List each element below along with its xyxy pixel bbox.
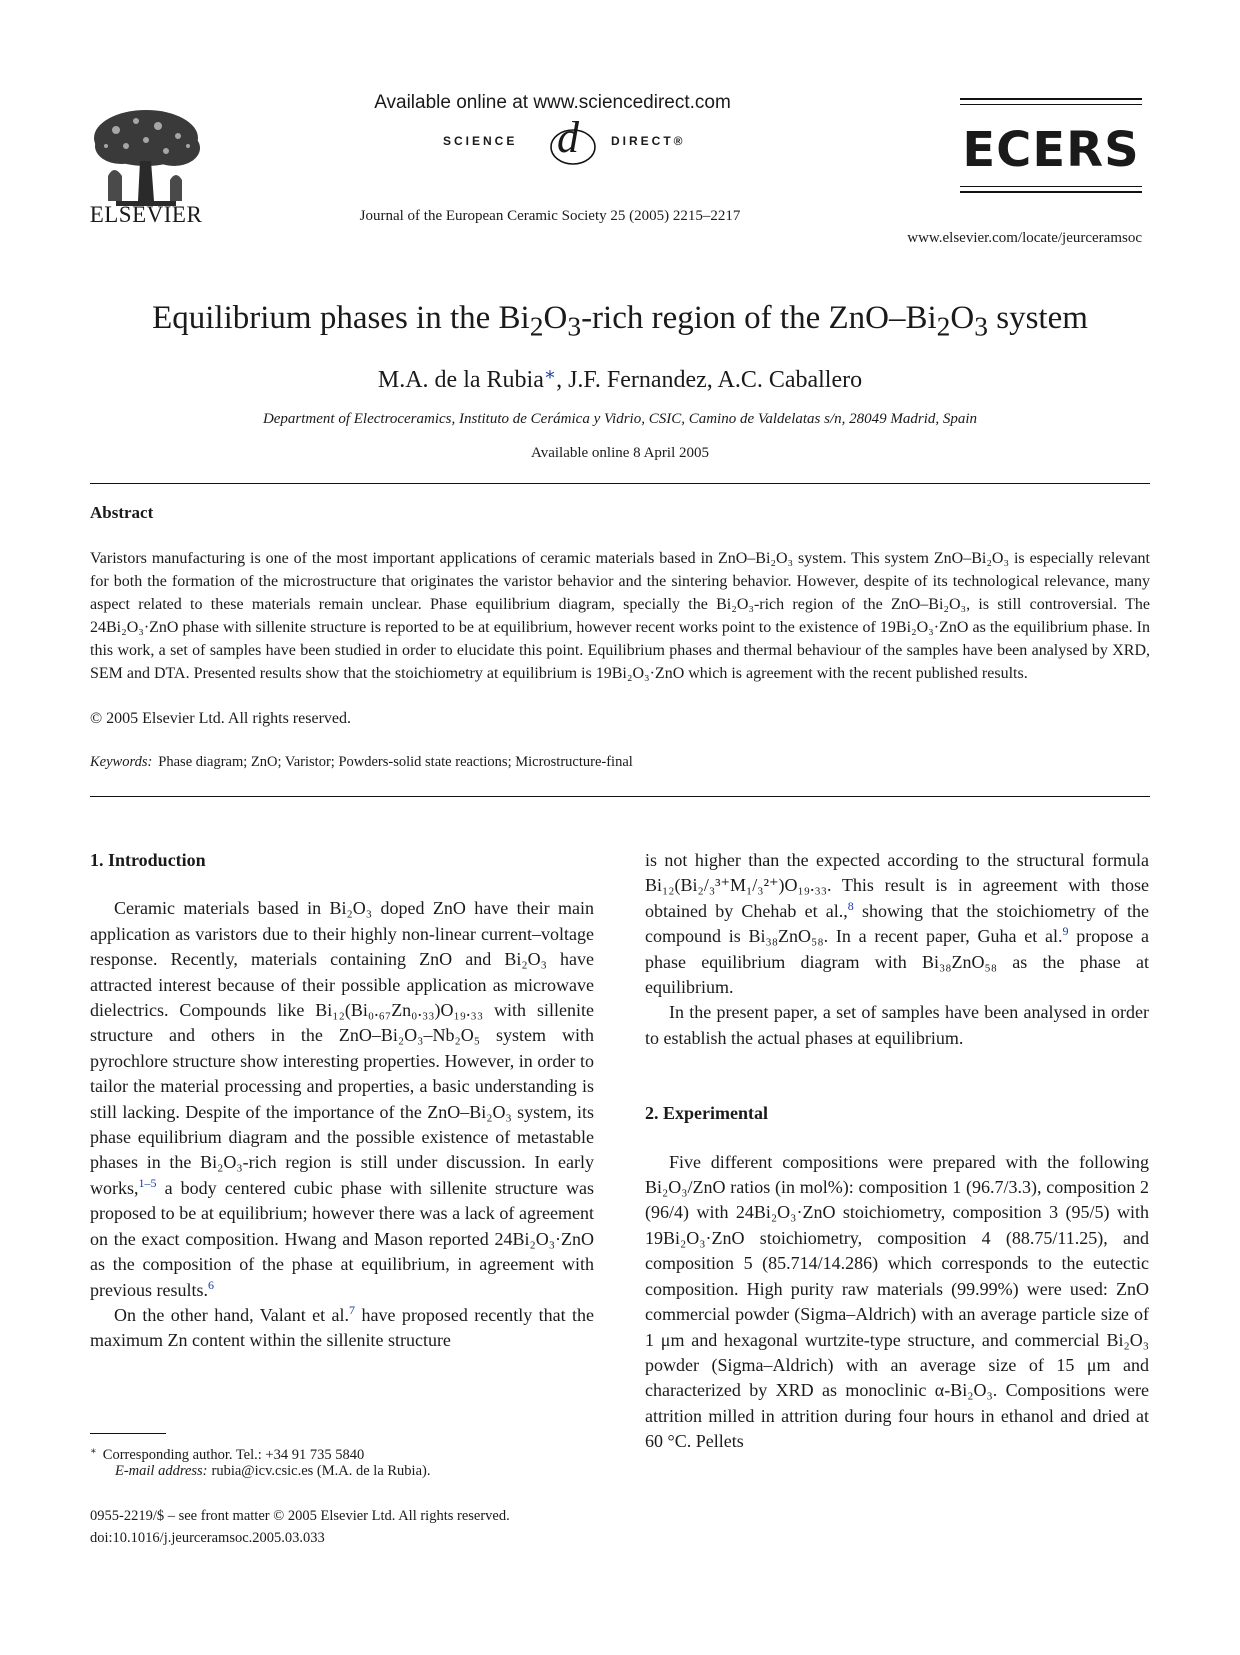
abstract-body: Varistors manufacturing is one of the most important applications of ceramic materials based in ZnO–Bi₂O₃ system. This system ZnO–Bi₂O₃ is especially relevant for both the formation of the microstructure that originates the varistor behavior and the sintering behavior. However, despite of its technological relevance, many aspect related to these materials remain unclear. Phase equilibrium diagram, specially the Bi₂O₃-rich region of the ZnO–Bi₂O₃, is still controversial. The 24Bi₂O₃·ZnO phase with sillenite structure is reported to be at equilibrium, however recent works point to the existence of 19Bi₂O₃·ZnO as the equilibrium phase. In this work, a set of samples have been studied in order to elucidate this point. Equilibrium phases and thermal behaviour of the samples have been analysed by XRD, SEM and DTA. Presented results show that the stoichiometry at equilibrium is 19Bi₂O₃·ZnO which is agreement with the recent published results. [90,550,1150,682]
keywords [90,754,633,771]
title-part: system [987,300,1088,336]
corresponding-author-link[interactable]: ∗ [543,364,557,384]
body-text: showing that the stoichiometry of the compound is Bi₃₈ZnO₅₈. In a recent paper, Guha et al. [645,900,1150,947]
paper-title [0,300,1240,343]
footnote-marker: ∗ [90,1446,97,1457]
ecers-logo-text: ECERS [962,122,1140,178]
issn-line: 0955-2219/$ – see front matter © 2005 Elsevier Ltd. All rights reserved. [90,1508,510,1524]
title-part: O [950,300,975,336]
available-online-line[interactable]: Available online at www.sciencedirect.com [374,92,731,113]
affiliation: Department of Electroceramics, Instituto de Cerámica y Vidrio, CSIC, Camino de Valdelatas s/n, 28049 Madrid, Spain [262,411,978,427]
keywords-value: Phase diagram; ZnO; Varistor; Powders-solid state reactions; Microstructure-final [158,754,633,770]
experimental-paragraph-1: Five different compositions were prepared with the following Bi₂O₃/ZnO ratios (in mol%): composition 1 (96.7/3.3), composition 2 (96/4) with 24Bi₂O₃·ZnO stoichiometry, composition 3 (95/5) with 19Bi₂O₃·ZnO stoichiometry, composition 4 (88.75/11.25), and composition 5 (85.714/14.286) which corresponds to the eutectic composition. High purity raw materials (99.99%) were used: ZnO commercial powder (Sigma–Aldrich) with an average particle size of 1 μm and hexagonal wurtzite-type structure, and commercial Bi₂O₃ powder (Sigma–Aldrich) with an average size of 15 μm and characterized by XRD as monoclinic α-Bi₂O₃. Compositions were attrition milled in attrition during four hours in ethanol and dried at 60 °C. Pellets [645,1151,1149,1452]
author-names: , J.F. Fernandez, A.C. Caballero [556,367,863,393]
footnote-text: Corresponding author. Tel.: +34 91 735 5840 [102,1447,365,1463]
journal-citation: Journal of the European Ceramic Society 25 (2005) 2215–2217 [359,208,741,224]
available-date: Available online 8 April 2005 [530,445,710,461]
corresponding-author-footnote [90,1442,364,1465]
ecers-bottom-rule [960,186,1142,193]
right-paragraph-2: In the present paper, a set of samples have been analysed in order to establish the actual phases at equilibrium. [645,1002,1149,1048]
abstract-top-rule [90,483,1150,484]
citation-link[interactable]: 7 [349,1302,356,1317]
platform-right-text: DIRECT® [611,134,686,148]
body-text: is not higher than the expected according to the structural formula Bi₁₂(Bi₂/₃³⁺M₁/₃²⁺)O₁₉.₃₃. This result is in agreement with those obtained by Chehab et al., [645,850,1149,921]
publisher-name: ELSEVIER [89,202,203,227]
left-column [90,848,594,1354]
intro-text: a body centered cubic phase with sillenite structure was proposed to be at equilibrium; however there was a lack of agreement on the exact composition. Hwang and Mason reported 24Bi₂O₃·ZnO as the composition of the phase at equilibrium, in agreement with previous results. [90,1177,594,1300]
title-part: O [543,300,568,336]
title-sub: 3 [974,310,988,342]
author-list [0,364,1240,394]
body-text: propose a phase equilibrium diagram with Bi₃₈ZnO₅₈ as the phase at equilibrium. [645,926,1149,998]
title-sub: 2 [936,310,951,342]
intro-text: On the other hand, Valant et al. [114,1304,350,1325]
platform-left-text: SCIENCE [443,134,518,148]
right-paragraph-1 [645,848,1149,1000]
intro-text: Ceramic materials based in Bi₂O₃ doped ZnO have their main application as varistors due to their highly non-linear current–voltage response. Recently, materials containing ZnO and Bi₂O₃ have attracted interest because of their possible application as microwave dielectrics. Compounds like Bi₁₂(Bi₀.₆₇Zn₀.₃₃)O₁₉.₃₃ with sillenite structure and others in the ZnO–Bi₂O₃–Nb₂O₅ system with pyrochlore structure show interesting properties. However, in order to tailor the material processing and properties, a basic understanding is still lacking. Despite of the importance of the ZnO–Bi₂O₃ system, its phase equilibrium diagram and the possible existence of metastable phases in the Bi₂O₃-rich region is still under discussion. In early works, [90,898,594,1198]
platform-mark: d [557,113,579,162]
ecers-logo-icon [960,122,1142,180]
title-sub: 3 [567,310,582,342]
right-column [645,848,1149,1455]
citation-link[interactable]: 6 [207,1277,214,1292]
intro-paragraph-2 [90,1303,594,1354]
section-heading-introduction: 1. Introduction [90,850,206,870]
ecers-top-rule [960,98,1142,105]
citation-link[interactable]: 8 [847,898,854,913]
abstract-bottom-rule [90,796,1150,797]
email-footnote [115,1463,430,1480]
section-heading-experimental: 2. Experimental [645,1103,768,1124]
sd-ring-icon [547,122,599,168]
sciencedirect-logo-icon [435,113,735,166]
email-link[interactable]: rubia@icv.csic.es (M.A. de la Rubia). [211,1463,431,1479]
abstract-heading: Abstract [90,503,154,522]
doi-link[interactable]: doi:10.1016/j.jeurceramsoc.2005.03.033 [90,1530,325,1546]
intro-text: have proposed recently that the maximum Zn content within the sillenite structure [90,1304,594,1351]
title-part: Equilibrium phases in the Bi [152,300,530,336]
title-part: -rich region of the ZnO–Bi [581,300,937,336]
title-sub: 2 [529,310,544,342]
footnote-rule [90,1433,166,1434]
journal-url-link[interactable]: www.elsevier.com/locate/jeurceramsoc [907,230,1142,246]
citation-link[interactable]: 9 [1062,924,1069,939]
intro-paragraph-1 [90,896,594,1303]
abstract-copyright: © 2005 Elsevier Ltd. All rights reserved. [90,710,351,727]
citation-link[interactable]: 1–5 [138,1175,157,1190]
email-label: E-mail address: [115,1463,208,1479]
keywords-label: Keywords: [90,754,153,770]
author-name: M.A. de la Rubia [377,367,544,393]
